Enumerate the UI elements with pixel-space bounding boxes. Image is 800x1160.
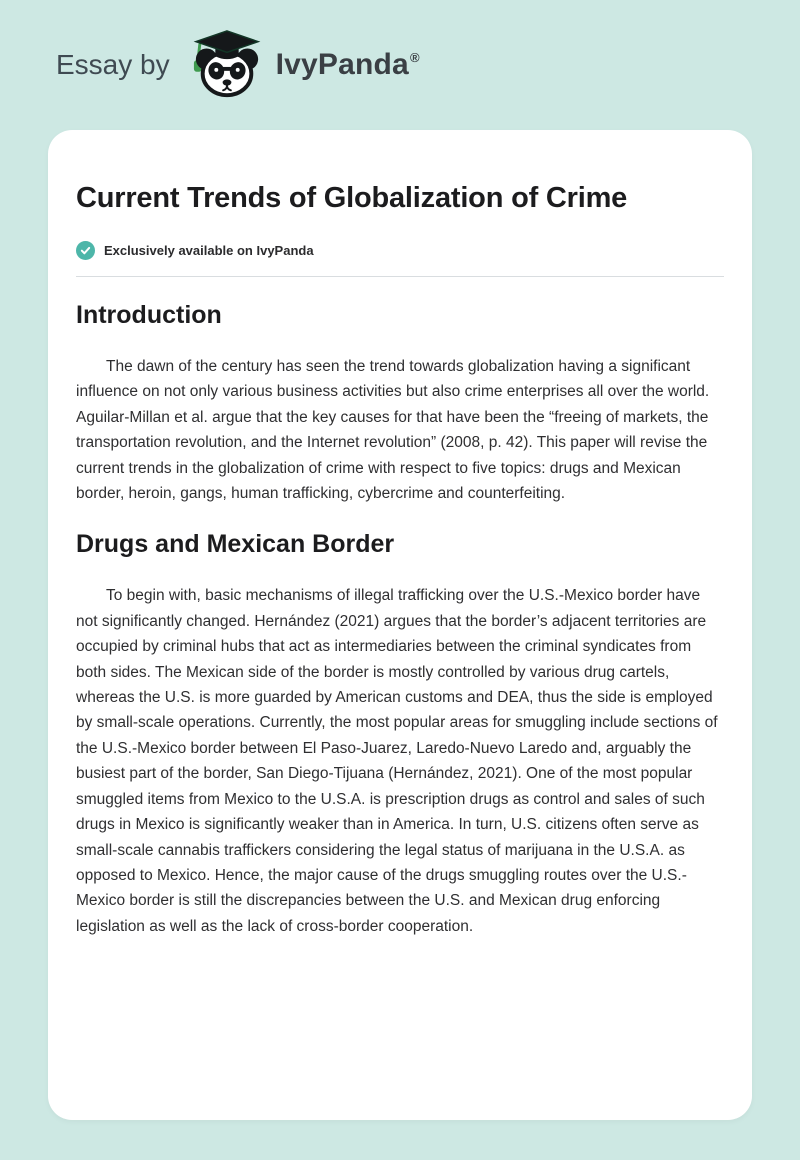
section-heading: Drugs and Mexican Border <box>76 530 395 559</box>
availability-label: Exclusively available on IvyPanda <box>104 243 314 258</box>
check-icon <box>76 241 95 260</box>
ivypanda-panda-logo-icon <box>188 29 266 101</box>
essay-by-text: Essay by <box>56 49 170 80</box>
essay-card <box>48 130 752 1120</box>
section-heading: Introduction <box>76 301 222 329</box>
page-title: Current Trends of Globalization of Crime <box>76 182 628 214</box>
brand-text: IvyPanda <box>275 48 409 81</box>
section-paragraph: To begin with, basic mechanisms of illegal trafficking over the U.S.-Mexico border have not significantly changed. Hernández (2021) argues that the border’s adjacent territories are occupied by criminal hubs that act as intermediaries between the criminal syndicates from both sides. The Mexican side of the border is mostly controlled by various drug cartels, whereas the U.S. is more guarded by American customs and DEA, thus the side is employed by small-scale operations. Currently, the most popular areas for smuggling include sections of the U.S.-Mexico border between El Paso-Juarez, Laredo-Nuevo Laredo and, arguably the busiest part of the border, San Diego-Tijuana (Hernández, 2021). One of the most popular smuggled items from Mexico to the U.S.A. is prescription drugs as control and sales of such drugs in Mexico is significantly weaker than in America. In turn, U.S. citizens often serve as small-scale cannabis traffickers considering the legal status of marijuana in the U.S.A. as opposed to Mexico. Hence, the major cause of the drugs smuggling routes over the U.S.-Mexico border is still the discrepancies between the U.S. and Mexican drug enforcing legislation as well as the lack of cross-border cooperation. <box>76 587 718 935</box>
page-header <box>48 0 752 130</box>
availability-badge <box>76 241 724 260</box>
divider <box>76 276 724 277</box>
section-introduction <box>76 301 724 506</box>
section-paragraph: The dawn of the century has seen the trend towards globalization having a significant influence on not only various business activities but also crime enterprises all over the world. Aguilar-Millan et al. argue that the key causes for that have been the “freeing of markets, the transportation revolution, and the Internet revolution” (2008, p. 42). This paper will revise the current trends in the globalization of crime with respect to five topics: drugs and Mexican border, heroin, gangs, human trafficking, cybercrime and counterfeiting. <box>76 358 710 503</box>
section-drugs-and-mexican-border <box>76 530 724 939</box>
brand-name <box>276 48 420 82</box>
registered-mark: ® <box>409 50 420 65</box>
